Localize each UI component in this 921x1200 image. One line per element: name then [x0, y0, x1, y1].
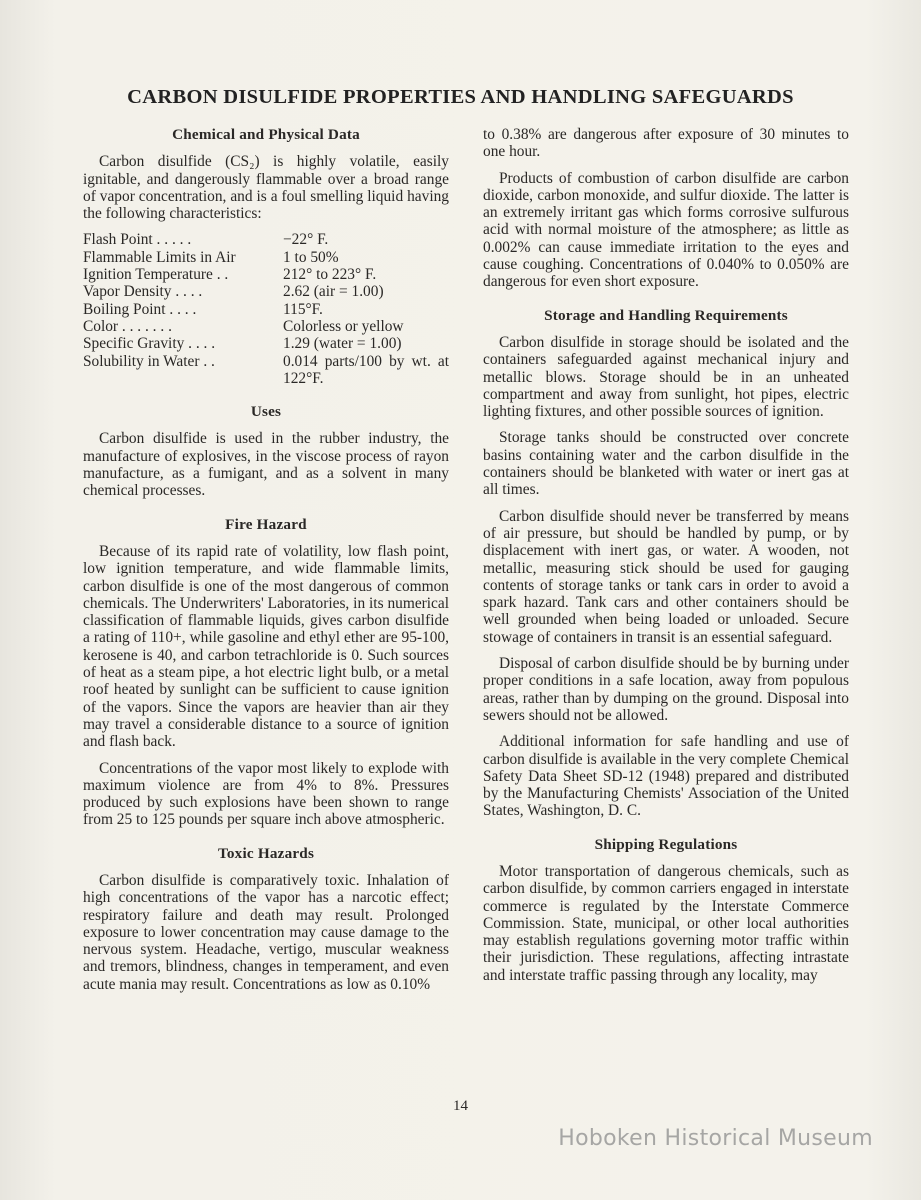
storage-paragraph-4: Disposal of carbon disulfide should be by burning under proper conditions in a safe location, away from populous areas, rather than by dumping on the ground. Disposal into sewers should not be allowed. [483, 655, 849, 724]
property-label: Solubility in Water . . [83, 352, 215, 370]
storage-paragraph-1: Carbon disulfide in storage should be isolated and the containers safeguarded against mechanical injury and metallic blows. Storage should be in an unheated compartment and away from sunlight, hot pipes, electric lighting fixtures, and other possible sources of ignition. [483, 333, 849, 421]
heading-shipping-regulations: Shipping Regulations [594, 835, 738, 853]
heading-storage-handling: Storage and Handling Requirements [544, 306, 788, 324]
property-label: Specific Gravity . . . . [83, 335, 216, 353]
property-value: −22° F. [283, 231, 329, 249]
property-label: Flash Point . . . . . [83, 231, 192, 249]
property-row [83, 335, 449, 352]
property-label: Vapor Density . . . . [83, 283, 203, 301]
property-value: 1.29 (water = 1.00) [283, 335, 402, 353]
toxic-paragraph: Carbon disulfide is comparatively toxic. Inhalation of high concentrations of the vapor has a narcotic effect; respiratory failure and death may result. Prolonged exposure to lower concentration may cause damage to the nervous system. Headache, vertigo, muscular weakness and tremors, blindness, changes in temperament, and even acute mania may result. Concentrations as low as 0.10% [83, 871, 449, 993]
fire-paragraph-2: Concentrations of the vapor most likely to explode with maximum violence are from 4% to 8%. Pressures produced by such explosions have been shown to range from 25 to 125 pounds per square inch above atmospheric. [83, 759, 449, 829]
property-value: 2.62 (air = 1.00) [283, 283, 384, 301]
toxic-continuation: to 0.38% are dangerous after exposure of 30 minutes to one hour. [483, 126, 849, 161]
intro-paragraph: Carbon disulfide (CS₂) is highly volatile, easily ignitable, and dangerously flammable over a broad range of vapor concentration, and is a foul smelling liquid having the following characteristics: [83, 153, 449, 223]
property-row [83, 283, 449, 300]
page-number: 14 [453, 1098, 468, 1114]
properties-table [83, 231, 449, 387]
property-label: Boiling Point . . . . [83, 300, 197, 318]
property-row [83, 231, 449, 248]
museum-watermark: Hoboken Historical Museum [558, 1126, 873, 1151]
page-title: CARBON DISULFIDE PROPERTIES AND HANDLING SAFEGUARDS [127, 86, 794, 108]
property-value: Colorless or yellow [283, 317, 404, 335]
left-column [83, 126, 449, 1002]
storage-paragraph-2: Storage tanks should be constructed over concrete basins containing water and the carbon disulfide in the containers should be blanketed with water or inert gas at all times. [483, 429, 849, 499]
uses-paragraph: Carbon disulfide is used in the rubber industry, the manufacture of explosives, in the viscose process of rayon manufacture, as a fumigant, and as a solvent in many chemical processes. [83, 430, 449, 500]
property-label: Flammable Limits in Air [83, 248, 236, 266]
property-row [83, 318, 449, 335]
heading-uses: Uses [250, 403, 282, 421]
heading-toxic-hazards: Toxic Hazards [217, 844, 315, 862]
storage-paragraph-5: Additional information for safe handling and use of carbon disulfide is available in the very complete Chemical Safety Data Sheet SD-12 (1948) prepared and distributed by the Manufacturing Chemists' Association of the United States, Washington, D. C. [483, 733, 849, 820]
property-row [83, 353, 449, 388]
combustion-paragraph: Products of combustion of carbon disulfide are carbon dioxide, carbon monoxide, and sulfur dioxide. The latter is an extremely irritant gas which forms corrosive sulfurous acid with normal moisture of the atmosphere; as little as 0.002% can cause immediate irritation to the eyes and cause coughing. Concentrations of 0.040% to 0.050% are dangerous for even short exposure. [483, 169, 849, 291]
heading-chemical-data: Chemical and Physical Data [172, 126, 360, 143]
heading-fire-hazard: Fire Hazard [225, 515, 307, 533]
property-value: 115°F. [283, 300, 323, 318]
property-value: 212° to 223° F. [283, 266, 377, 284]
property-row [83, 301, 449, 318]
property-label: Color . . . . . . . [83, 317, 172, 335]
right-column [483, 126, 849, 993]
storage-paragraph-3: Carbon disulfide should never be transferred by means of air pressure, but should be handled by pump, or by displacement with inert gas, or water. A wooden, not metallic, measuring stick should be used for gauging contents of storage tanks or tank cars in order to avoid a spark hazard. Tank cars and other containers should be well grounded when being loaded or unloaded. Secure stowage of containers in transit is an essential safeguard. [483, 507, 849, 646]
property-value: 1 to 50% [283, 248, 339, 266]
shipping-paragraph: Motor transportation of dangerous chemicals, such as carbon disulfide, by common carriers engaged in interstate commerce is regulated by the Interstate Commerce Commission. State, municipal, or other local authorities may establish regulations governing motor traffic within their jurisdiction. These regulations, affecting intrastate and interstate traffic passing through any locality, may [483, 862, 849, 984]
property-row [83, 266, 449, 283]
property-row [83, 249, 449, 266]
property-value: 0.014 parts/100 by wt. at 122°F. [283, 352, 449, 387]
fire-paragraph-1: Because of its rapid rate of volatility, low flash point, low ignition temperature, and wide flammable limits, carbon disulfide is one of the most dangerous of common chemicals. The Underwriters' Laboratories, in its numerical classification of flammable liquids, gives carbon disulfide a rating of 110+, while gasoline and ethyl ether are 95-100, kerosene is 40, and carbon tetrachloride is 0. Such sources of heat as a steam pipe, a hot electric light bulb, or a metal roof heated by sunlight can be sufficient to cause ignition of the vapors. Since the vapors are heavier than air they may travel a considerable distance to a source of ignition and flash back. [83, 542, 449, 751]
property-label: Ignition Temperature . . [83, 266, 229, 284]
